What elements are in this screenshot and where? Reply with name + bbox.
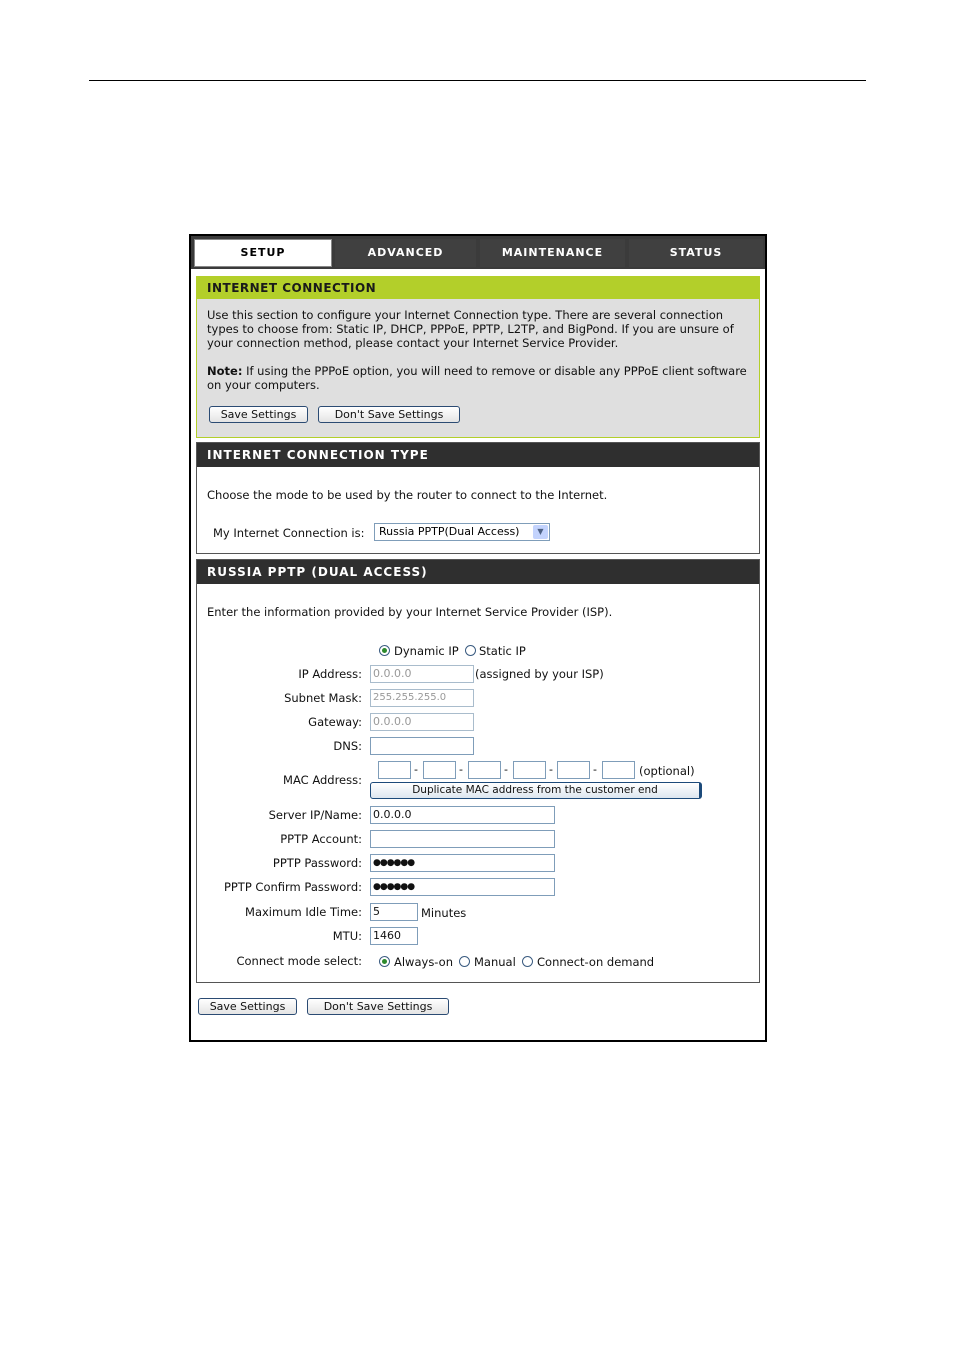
note-line-1 xyxy=(207,364,747,378)
ip-address-label: IP Address: xyxy=(298,667,362,681)
max-idle-time-input[interactable]: 5 xyxy=(370,903,418,921)
mac-separator: - xyxy=(414,763,418,776)
max-idle-time-label: Maximum Idle Time: xyxy=(245,905,362,919)
always-on-label: Always-on xyxy=(394,955,453,969)
tab-status[interactable]: STATUS xyxy=(629,239,763,267)
dynamic-ip-label: Dynamic IP xyxy=(394,644,459,658)
note-text: If using the PPPoE option, you will need to remove or disable any PPPoE client software xyxy=(242,364,747,378)
connection-type-title: INTERNET CONNECTION TYPE xyxy=(197,443,759,467)
subnet-mask-input[interactable]: 255.255.255.0 xyxy=(370,689,474,707)
note-line-2: on your computers. xyxy=(207,378,320,392)
duplicate-mac-button[interactable]: Duplicate MAC address from the customer end xyxy=(370,782,702,799)
static-ip-label: Static IP xyxy=(479,644,526,658)
pptp-account-label: PPTP Account: xyxy=(280,832,362,846)
russia-pptp-section xyxy=(196,559,760,983)
manual-radio[interactable] xyxy=(459,956,470,967)
mac-separator: - xyxy=(593,763,597,776)
mac-octet-3[interactable] xyxy=(468,761,501,779)
router-screenshot xyxy=(189,234,767,1042)
gateway-label: Gateway: xyxy=(308,715,362,729)
mac-octet-6[interactable] xyxy=(602,761,635,779)
manual-label: Manual xyxy=(474,955,516,969)
russia-pptp-title: RUSSIA PPTP (DUAL ACCESS) xyxy=(197,560,759,584)
mtu-input[interactable]: 1460 xyxy=(370,927,418,945)
connection-type-description: Choose the mode to be used by the router to connect to the Internet. xyxy=(207,488,608,502)
server-ip-label: Server IP/Name: xyxy=(268,808,362,822)
tab-advanced[interactable]: ADVANCED xyxy=(335,239,476,267)
mac-octet-2[interactable] xyxy=(423,761,456,779)
connect-mode-label: Connect mode select: xyxy=(236,954,362,968)
static-ip-radio[interactable] xyxy=(465,645,476,656)
always-on-radio[interactable] xyxy=(379,956,390,967)
idle-unit-label: Minutes xyxy=(421,906,467,920)
mac-optional-note: (optional) xyxy=(639,764,695,778)
dont-save-settings-button-top[interactable]: Don't Save Settings xyxy=(318,406,460,423)
server-ip-input[interactable]: 0.0.0.0 xyxy=(370,806,555,824)
mac-separator: - xyxy=(549,763,553,776)
mac-octet-5[interactable] xyxy=(557,761,590,779)
description-line-2: types to choose from: Static IP, DHCP, PPPoE, PPTP, L2TP, and BigPond. If you are unsure of xyxy=(207,322,734,336)
save-settings-button-bottom[interactable]: Save Settings xyxy=(198,998,297,1015)
description-line-3: your connection method, please contact your Internet Service Provider. xyxy=(207,336,619,350)
connect-on-demand-label: Connect-on demand xyxy=(537,955,655,969)
dynamic-ip-radio[interactable] xyxy=(379,645,390,656)
connection-type-label: My Internet Connection is: xyxy=(213,526,365,540)
save-settings-button-top[interactable]: Save Settings xyxy=(209,406,308,423)
description-line-1: Use this section to configure your Internet Connection type. There are several connection xyxy=(207,308,724,322)
mac-octet-4[interactable] xyxy=(513,761,546,779)
pptp-account-input[interactable] xyxy=(370,830,555,848)
mac-octet-1[interactable] xyxy=(378,761,411,779)
pptp-description: Enter the information provided by your Internet Service Provider (ISP). xyxy=(207,605,613,619)
tab-bar xyxy=(191,236,765,269)
pptp-confirm-password-label: PPTP Confirm Password: xyxy=(223,880,362,894)
ip-address-note: (assigned by your ISP) xyxy=(475,667,604,681)
pptp-password-input[interactable]: ●●●●●● xyxy=(370,854,555,872)
ip-address-input[interactable]: 0.0.0.0 xyxy=(370,665,474,683)
connection-type-select[interactable] xyxy=(374,523,550,541)
page-top-rule xyxy=(89,80,866,81)
note-label: Note: xyxy=(207,364,243,378)
gateway-input[interactable]: 0.0.0.0 xyxy=(370,713,474,731)
connection-type-selected: Russia PPTP(Dual Access) xyxy=(379,525,520,538)
pptp-password-label: PPTP Password: xyxy=(272,856,362,870)
dns-label: DNS: xyxy=(333,739,362,753)
connect-on-demand-radio[interactable] xyxy=(522,956,533,967)
tab-setup[interactable]: SETUP xyxy=(194,239,332,267)
mac-address-label: MAC Address: xyxy=(283,773,362,787)
mac-separator: - xyxy=(459,763,463,776)
dont-save-settings-button-bottom[interactable]: Don't Save Settings xyxy=(307,998,449,1015)
mac-separator: - xyxy=(504,763,508,776)
dns-input[interactable] xyxy=(370,737,474,755)
subnet-mask-label: Subnet Mask: xyxy=(284,691,362,705)
internet-connection-title: INTERNET CONNECTION xyxy=(197,277,759,299)
tab-maintenance[interactable]: MAINTENANCE xyxy=(480,239,625,267)
chevron-down-icon: ▼ xyxy=(533,525,548,539)
internet-connection-section xyxy=(196,276,760,438)
pptp-confirm-password-input[interactable]: ●●●●●● xyxy=(370,878,555,896)
mtu-label: MTU: xyxy=(332,929,362,943)
connection-type-section xyxy=(196,442,760,554)
